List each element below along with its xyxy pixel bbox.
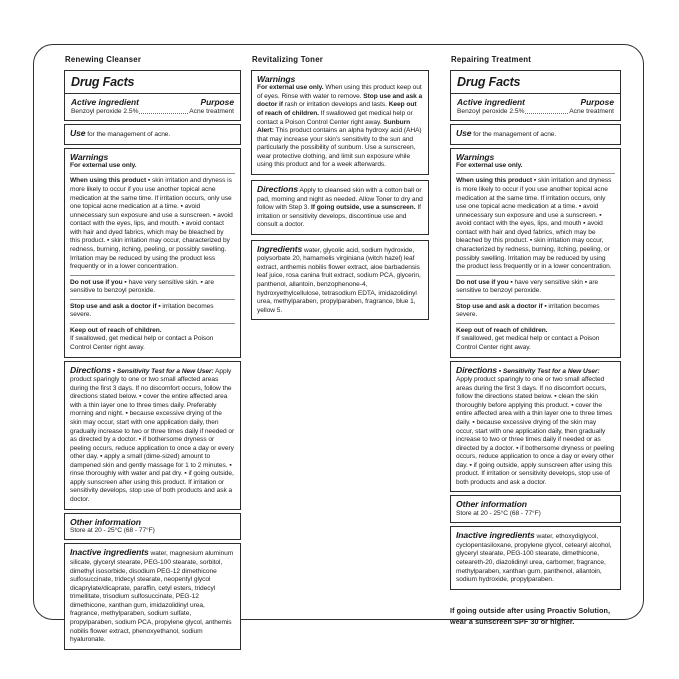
panel-header-renewing-cleanser: Renewing Cleanser — [65, 55, 142, 64]
directions-section: Directions ▪ Sensitivity Test for a New User: Apply product sparingly to one or two small affected areas during the first 3 days. If no discomfort occurs, follow the directions stated below. ▪ cover the entire affected area with a thin layer one to three times daily. Preferably morning and night. ▪ because excessive drying of the skin may occur, start with one application daily, then gradually increase to two or three times daily if needed or as directed by a doctor. ▪ if bothersome dryness or peeling occurs, reduce application to once a day or every other day. ▪ apply a small (dime-sized) amount to dampened skin and gently massage for 1 to 2 minutes. ▪ rinse thoroughly with water and pat dry. ▪ if going outside, apply sunscreen after using this product. If irritation or sensitivity develops, stop use of both products and ask a doctor. — [64, 361, 241, 510]
label-card — [33, 44, 644, 644]
sunscreen-footnote — [450, 605, 621, 627]
other-information-heading: Other information — [70, 516, 141, 527]
warnings-body: For external use only. When using this product keep out of eyes. Rinse with water to remove. Stop use and ask a doctor if rash or irritation develops and lasts. Keep out of reach of children. If swallowed get medical help or contact a Poison Control Center right away. Sunburn Alert: This product contains an alpha hydroxy acid (AHA) that may increase your skin's sensitivity to the sun and particularly the possibility of sunburn. Use a sunscreen, wear protective clothing, and limit sun exposure while using this product and for a week afterwards. — [257, 84, 423, 169]
warnings-keep-out-heading: Keep out of reach of children. — [456, 326, 548, 334]
section-divider — [70, 275, 235, 276]
drug-facts-box — [450, 70, 621, 121]
warnings-do-not-use: Do not use if you ▪ have very sensitive skin ▪ are sensitive to benzoyl peroxide. — [456, 278, 599, 295]
purpose-heading: Purpose — [200, 97, 234, 107]
sunscreen-footnote-line2: wear a sunscreen SPF 30 or higher. — [450, 616, 575, 626]
warnings-keep-out-body: If swallowed, get medical help or contact a Poison Control Center right away. — [70, 335, 214, 351]
warnings-stop-use: Stop use and ask a doctor if ▪ irritation becomes severe. — [70, 302, 214, 319]
section-divider — [70, 323, 235, 324]
warnings-when-using: When using this product ▪ skin irritation and dryness is more likely to occur if you use another topical acne medication at the same time. If irritation occurs, only use one topical acne medication at a time. ▪ avoid unnecessary sun exposure and use a sunscreen. ▪ avoid contact with the eyes, lips, and mouth ▪ avoid contact with hair and dyed fabrics, which may be bleached by this product. ▪ skin irritation may occur, characterized by redness, burning, itching, peeling, or possibly swelling. Irritation may be reduced by using the product less frequently or in a lower concentration. — [456, 177, 612, 271]
drug-facts-title: Drug Facts — [65, 71, 240, 94]
active-ingredient-row — [451, 107, 620, 120]
purpose-heading: Purpose — [580, 97, 614, 107]
panel-revitalizing-toner — [251, 55, 429, 323]
other-information-body: Store at 20 - 25°C (68 - 77°F) — [70, 526, 155, 534]
active-ingredient-headings — [65, 94, 240, 107]
section-divider — [70, 173, 235, 174]
dotted-leader — [139, 113, 188, 114]
warnings-section — [251, 70, 429, 175]
active-ingredient-purpose: Acne treatment — [189, 108, 234, 115]
drug-facts-title: Drug Facts — [451, 71, 620, 94]
other-information-section — [64, 513, 241, 541]
inactive-ingredients-section: Inactive ingredients water, magnesium aluminum silicate, glyceryl stearate, PEG-100 stearate, sorbitol, dimethyl isosorbide, disodium PEG-12 dimethicone sulfosuccinate, tridecyl stearate, neopentyl glycol dicaprylate/dicaprate, paraffin, cetyl esters, tridecyl trimellitate, trisodium sulfosuccinate, PEG-12 dimethicone, xanthan gum, imidazolidinyl urea, fragrance, methylparaben, sodium sulfate, propylparaben, sodium PCA, propylene glycol, anthemis nobilis flower extract, phenoxyethanol, sodium hyaluronate. — [64, 543, 241, 649]
use-section: Use for the management of acne. — [64, 124, 241, 145]
section-divider — [456, 323, 615, 324]
warnings-heading: Warnings — [456, 151, 495, 162]
warnings-heading: Warnings — [257, 74, 296, 84]
active-ingredient-heading: Active ingredient — [71, 97, 139, 107]
warnings-for-external: For external use only. — [456, 161, 523, 169]
section-divider — [70, 299, 235, 300]
drug-facts-box — [64, 70, 241, 121]
section-divider — [456, 299, 615, 300]
warnings-stop-use: Stop use and ask a doctor if ▪ irritation becomes severe. — [456, 302, 600, 319]
warnings-keep-out-heading: Keep out of reach of children. — [70, 326, 162, 334]
section-divider — [456, 275, 615, 276]
other-information-body: Store at 20 - 25°C (68 - 77°F) — [456, 509, 541, 517]
active-ingredient-name: Benzoyl peroxide 2.5% — [71, 108, 139, 115]
directions-section: Directions Apply to cleansed skin with a cotton ball or pad, morning and night as needed. Allow Toner to dry and follow with Step 3. If going outside, use a sunscreen. If irritation or sensitivity develops, discontinue use and consult a doctor. — [251, 180, 429, 235]
warnings-section — [64, 148, 241, 358]
inactive-ingredients-section: Inactive ingredients water, ethoxydiglycol, cyclopentasiloxane, propylene glycol, cetearyl alcohol, glyceryl stearate, PEG-100 stearate, dimethicone, ceteareth-20, diazolidinyl urea, carbomer, fragrance, methylparaben, xanthan gum, panthenol, allantoin, sodium hydroxide, propylparaben. — [450, 526, 621, 589]
panel-header-revitalizing-toner: Revitalizing Toner — [252, 55, 324, 64]
active-ingredient-row — [65, 107, 240, 120]
other-information-heading: Other information — [456, 499, 527, 510]
ingredients-section: Ingredients water, glycolic acid, sodium hydroxide, polysorbate 20, hamamelis virginiana (witch hazel) leaf extract, anthemis nobilis flower extract, aloe barbadensis leaf juice, rosa canina fruit extract, sodium PCA, glycerin, panthenol, allantoin, benzophenone-4, hydroxyethylcellulose, tetrasodium EDTA, imidazolidinyl urea, methylparaben, propylparaben, fragrance, blue 1, yellow 5. — [251, 240, 429, 321]
panel-renewing-cleanser — [64, 55, 241, 653]
warnings-do-not-use: Do not use if you ▪ have very sensitive skin. ▪ are sensitive to benzoyl peroxide. — [70, 278, 214, 295]
active-ingredient-headings — [451, 94, 620, 107]
warnings-when-using: When using this product ▪ skin irritation and dryness is more likely to occur if you use another topical acne medication at the same time. If irritation occurs, only use one topical acne medication at a time. ▪ avoid unnecessary sun exposure and use a sunscreen. ▪ avoid contact with the eyes, lips, and mouth. ▪ avoid contact with hair and dyed fabrics, which may be bleached by this product. ▪ skin irritation may occur, characterized by redness, burning, itching, peeling, or possibly swelling. Irritation may be reduced by using the product less frequently or in a lower concentration. — [70, 177, 233, 271]
use-section: Use for the management of acne. — [450, 124, 621, 145]
panel-header-repairing-treatment: Repairing Treatment — [451, 55, 532, 64]
dotted-leader — [525, 113, 568, 114]
warnings-keep-out-body: If swallowed, get medical help or contact a Poison Control Center right away. — [456, 335, 600, 351]
warnings-for-external: For external use only. — [70, 161, 137, 169]
directions-section: Directions ▪ Sensitivity Test for a New User: Apply product sparingly to one or two small affected areas during the first 3 days. If no discomfort occurs, follow the directions stated below. ▪ clean the skin thoroughly before applying this product. ▪ cover the entire affected area with a thin layer one to three times daily. ▪ because excessive drying of the skin may occur, start with one application daily, then gradually increase to two or three times daily if needed or as directed by a doctor. ▪ if bothersome dryness or peeling occurs, reduce application to once a day or every other day. ▪ if going outside, apply sunscreen after using this product. If irritation or sensitivity develops, stop use of both products and ask a doctor. — [450, 361, 621, 493]
active-ingredient-purpose: Acne treatment — [569, 108, 614, 115]
warnings-heading: Warnings — [70, 151, 109, 162]
section-divider — [456, 173, 615, 174]
panel-repairing-treatment — [450, 55, 621, 627]
warnings-section — [450, 148, 621, 358]
other-information-section — [450, 495, 621, 523]
sunscreen-footnote-line1: If going outside after using Proactiv Solution, — [450, 605, 611, 615]
active-ingredient-name: Benzoyl peroxide 2.5% — [457, 108, 525, 115]
active-ingredient-heading: Active ingredient — [457, 97, 525, 107]
